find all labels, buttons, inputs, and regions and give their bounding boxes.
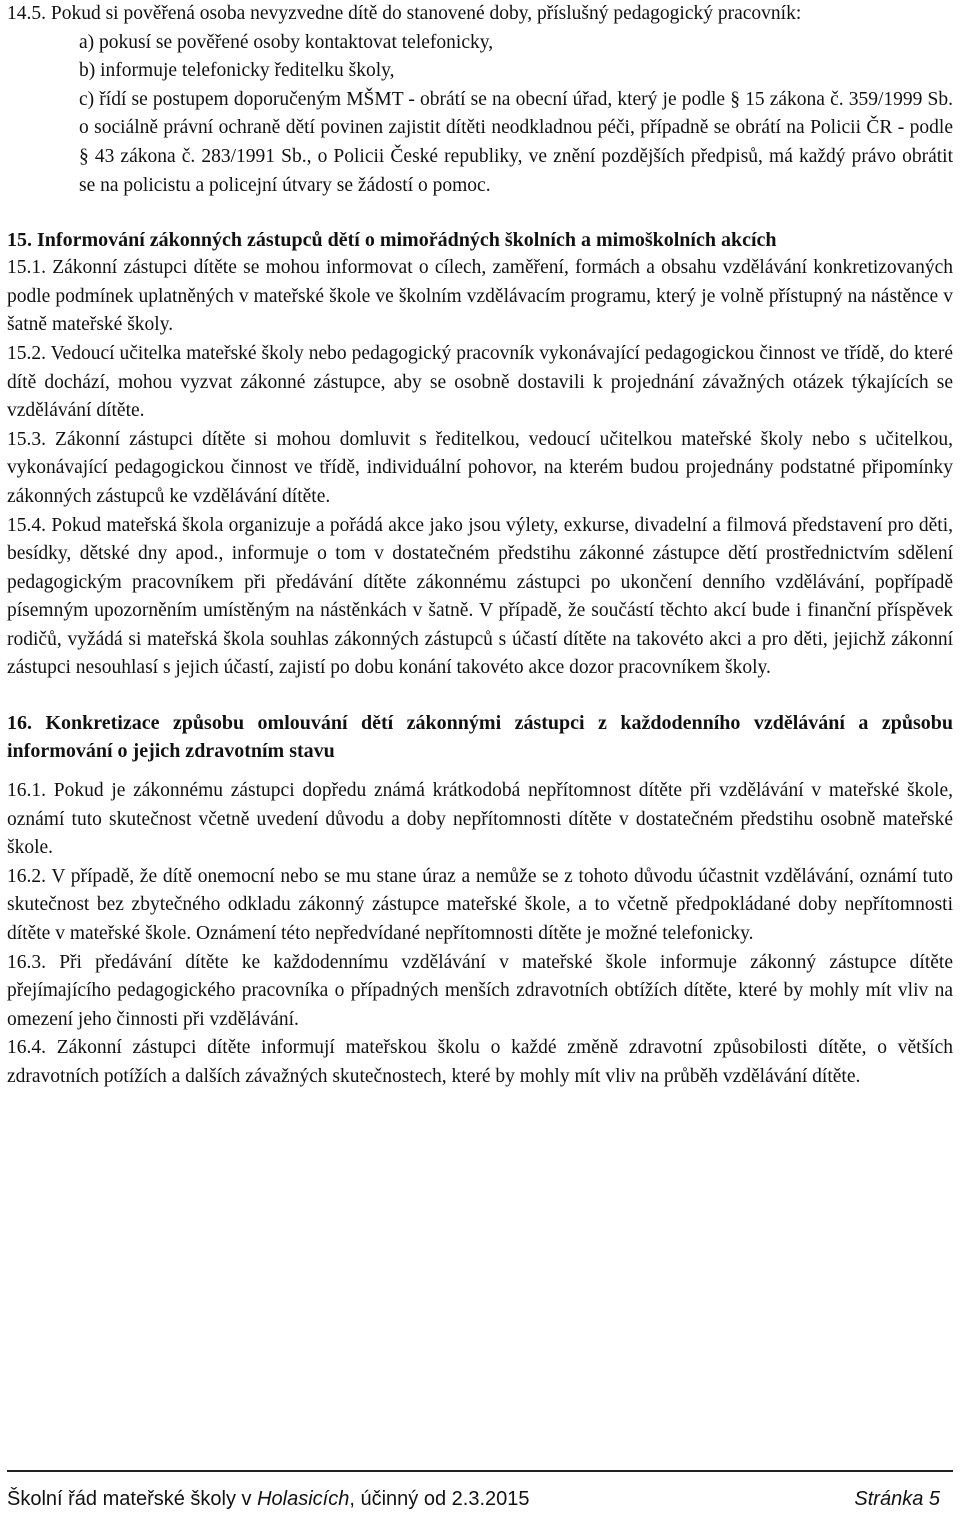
footer-page-number: Stránka 5 — [854, 1488, 940, 1510]
paragraph-16-4: 16.4. Zákonní zástupci dítěte informují mateřskou školu o každé změně zdravotní způsobilosti dítěte, o větších zdravotních potížích a dalších závažných skutečnostech, které by mohly mít vliv na průběh vzdělávání dítěte. — [7, 1037, 953, 1087]
footer-divider — [7, 1470, 953, 1472]
section-15-heading: 15. Informování zákonných zástupců dětí o mimořádných školních a mimoškolních akcích — [7, 229, 777, 252]
list-item-c — [7, 86, 953, 200]
paragraph-16-2: 16.2. V případě, že dítě onemocní nebo se mu stane úraz a nemůže se z tohoto důvodu účastnit vzdělávání, oznámí tuto skutečnost bez zbytečného odkladu zákonný zástupce mateřské škole, a to včetně předpokládané doby nepřítomnosti dítěte v mateřské škole. Oznámení této nepředvídané nepřítomnosti dítěte je možné telefonicky. — [7, 865, 953, 945]
list-item-b: b) informuje telefonicky ředitelku školy, — [79, 60, 395, 82]
footer-title-suffix: , účinný od 2.3.2015 — [349, 1488, 530, 1510]
list-item-c-text: c) řídí se postupem doporučeným MŠMT - obrátí se na obecní úřad, který je podle § 15 zákona č. 359/1999 Sb. o sociálně právní ochraně dětí povinen zajistit dítěti neodkladnou péči, případně se obrátí na Policii ČR - podle § 43 zákona č. 283/1991 Sb., o Policii České republiky, ve znění pozdějších předpisů, má každý právo obrátit se na policistu a policejní útvary se žádostí o pomoc. — [79, 88, 953, 196]
document-page — [7, 0, 953, 1092]
paragraph-15-1: 15.1. Zákonní zástupci dítěte se mohou informovat o cílech, zaměření, formách a obsahu vzdělávání konkretizovaných podle podmínek uplatněných v mateřské škole ve školním vzdělávacím programu, který je volně přístupný na nástěnce v šatně mateřské školy. — [7, 257, 953, 336]
paragraph-15-2: 15.2. Vedoucí učitelka mateřské školy nebo pedagogický pracovník vykonávající pedagogickou činnost ve třídě, do které dítě dochází, mohou vyzvat zákonné zástupce, aby se osobně dostavili k projednání závažných otázek týkajících se vzdělávání dítěte. — [7, 342, 953, 422]
paragraph-15-3: 15.3. Zákonní zástupci dítěte si mohou domluvit s ředitelkou, vedoucí učitelkou mateřské školy nebo s učitelkou, vykonávající pedagogickou činnost ve třídě, individuální pohovor, na kterém budou projednány podstatné připomínky zákonných zástupců ke vzdělávání dítěte. — [7, 428, 953, 507]
paragraph-14-5-intro: 14.5. Pokud si pověřená osoba nevyzvedne dítě do stanovené doby, příslušný pedagogický pracovník: — [7, 3, 802, 24]
section-16-heading: 16. Konkretizace způsobu omlouvání dětí zákonnými zástupci z každodenního vzdělávání a způsobu informování o jejich zdravotním stavu — [7, 712, 953, 763]
footer-place: Holasicích — [257, 1488, 350, 1510]
paragraph-15-4: 15.4. Pokud mateřská škola organizuje a pořádá akce jako jsou výlety, exkurse, divadelní a filmová představení pro děti, besídky, dětské dny apod., informuje o tom v dostatečném předstihu zákonné zástupce dětí prostřednictvím sdělení pedagogickým pracovníkem při předávání dítěte zákonnému zástupci po ukončení denního vzdělávání, popřípadě písemným upozorněním umístěným na nástěnkách v šatně. V případě, že součástí těchto akcí bude i finanční příspěvek rodičů, vyžádá si mateřská škola souhlas zákonných zástupců s účastí dítěte na takovéto akci a pro děti, jejichž zákonní zástupci nesouhlasí s jejich účastí, zajistí po dobu konání takovéto akce dozor pracovníkem školy. — [7, 514, 953, 679]
paragraph-16-3: 16.3. Při předávání dítěte ke každodennímu vzdělávání v mateřské škole informuje zákonný zástupce dítěte přejímajícího pedagogického pracovníka o případných menších zdravotních obtížích dítěte, které by mohly mít vliv na omezení jeho činnosti při vzdělávání. — [7, 951, 953, 1030]
paragraph-16-1: 16.1. Pokud je zákonnému zástupci dopředu známá krátkodobá nepřítomnost dítěte při vzdělávání v mateřské škole, oznámí tuto skutečnost včetně uvedení důvodu a doby nepřítomnosti dítěte v dostatečném předstihu osobně mateřské škole. — [7, 780, 953, 859]
list-item-a: a) pokusí se pověřené osoby kontaktovat telefonicky, — [79, 31, 494, 53]
footer-document-title — [7, 1488, 530, 1511]
footer-title-prefix: Školní řád mateřské školy v — [7, 1488, 258, 1510]
